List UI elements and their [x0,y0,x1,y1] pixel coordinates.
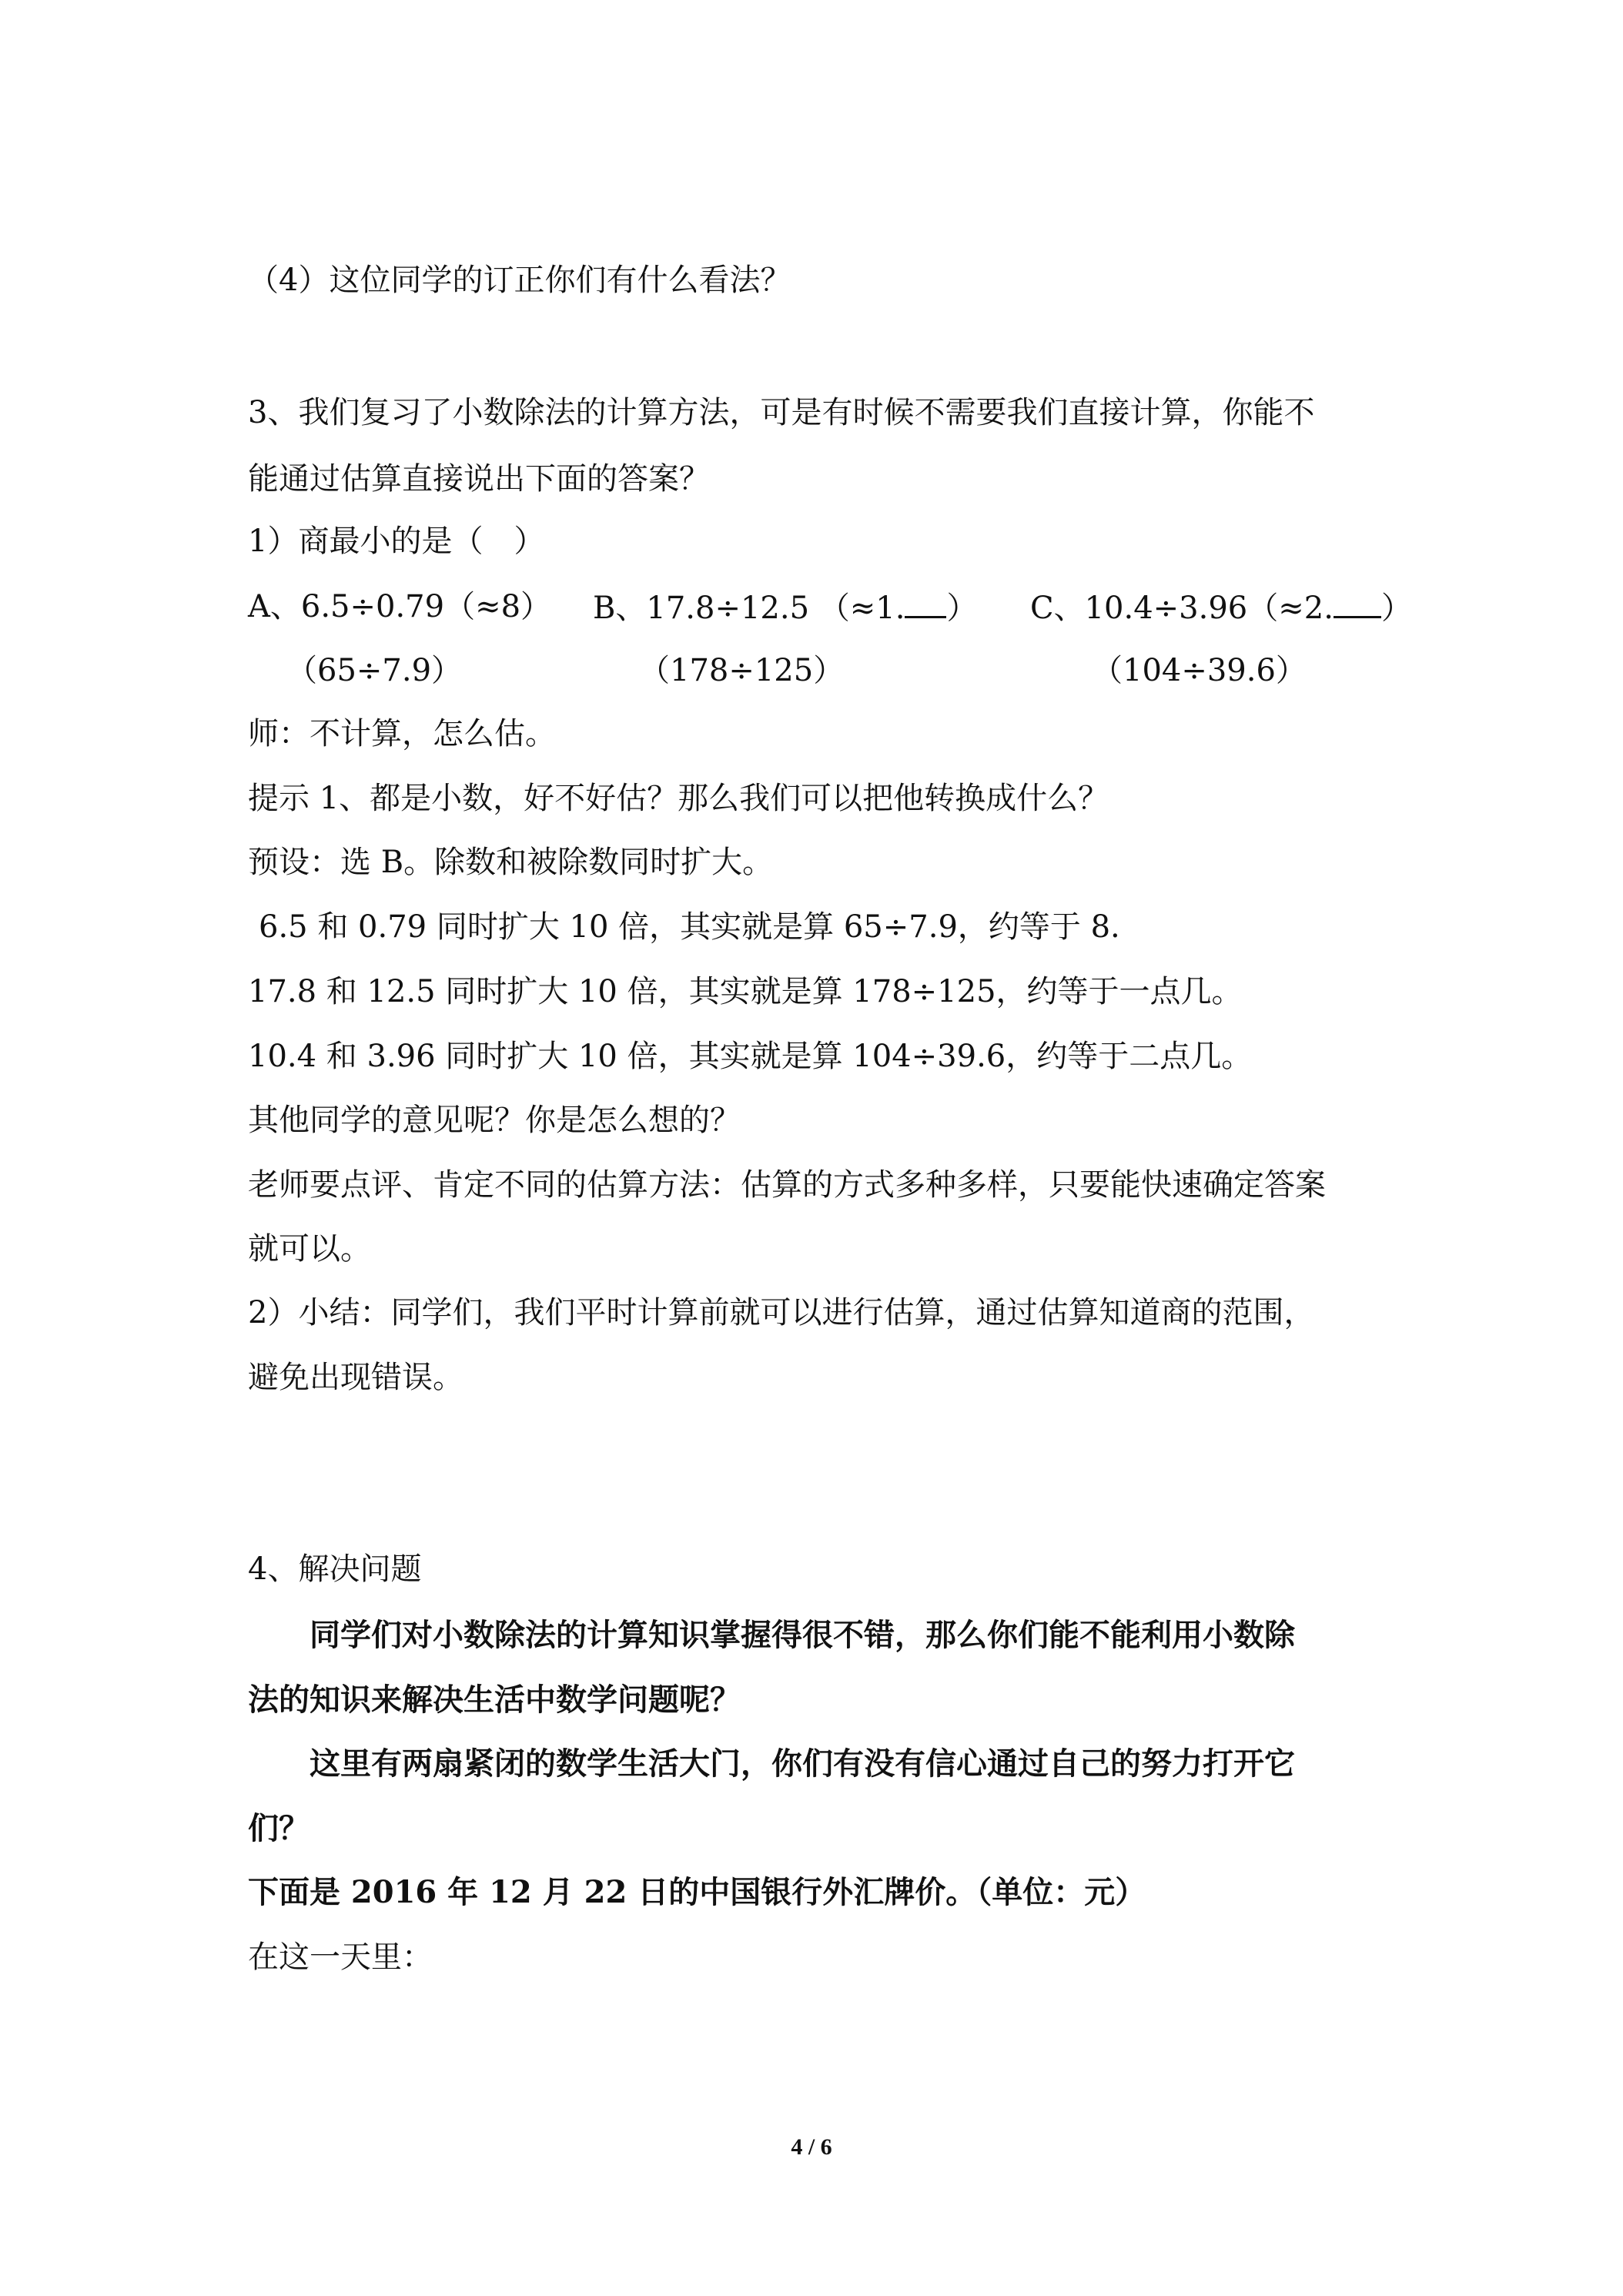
option-c-close: ） [1380,591,1412,626]
option-a-text: A、6.5÷0.79（≈8） [248,589,552,624]
option-c-text: C、10.4÷3.96（≈2. [1030,591,1334,626]
option-b-close: ） [946,591,978,626]
section-3-text-line-1: 3、我们复习了小数除法的计算方法，可是有时候不需要我们直接计算，你能不 [248,395,1315,430]
option-a-sub: （65÷7.9） [286,653,463,688]
calc-b: 17.8 和 12.5 同时扩大 10 倍，其实就是算 178÷125，约等于一点几。 [248,974,1243,1009]
option-b [593,585,977,630]
teacher-review-line-2: 就可以。 [248,1231,371,1267]
preset-answer: 预设：选 B。除数和被除数同时扩大。 [248,845,774,880]
option-c [1030,585,1412,630]
answer-blank-b [905,585,946,618]
option-b-text: B、17.8÷12.5 （≈1. [593,591,905,626]
section-4-title: 4、解决问题 [248,1551,422,1587]
this-day-label: 在这一天里： [248,1940,433,1975]
hint-1: 提示 1、都是小数，好不好估？那么我们可以把他转换成什么？ [248,781,1109,816]
question-4: （4）这位同学的订正你们有什么看法？ [248,263,791,298]
section-3-text-line-2: 能通过估算直接说出下面的答案？ [248,461,710,497]
question-1: 1）商最小的是（ ） [248,524,545,559]
teacher-review-line-1: 老师要点评、肯定不同的估算方法：估算的方式多种多样，只要能快速确定答案 [248,1167,1326,1203]
exchange-rate-intro: 下面是 2016 年 12 月 22 日的中国银行外汇牌价。（单位：元） [248,1874,1146,1910]
summary-line-1: 2）小结：同学们，我们平时计算前就可以进行估算，通过估算知道商的范围， [248,1295,1315,1330]
summary-line-2: 避免出现错误。 [248,1360,463,1395]
paragraph-1-line-2: 法的知识来解决生活中数学问题呢？ [248,1682,741,1718]
others-opinion: 其他同学的意见呢？你是怎么想的？ [248,1103,741,1138]
paragraph-2-line-1: 这里有两扇紧闭的数学生活大门，你们有没有信心通过自己的努力打开它 [310,1745,1295,1782]
option-b-sub: （178÷125） [639,653,845,688]
page-number: 4 / 6 [791,2134,832,2160]
teacher-question: 师：不计算，怎么估。 [248,716,556,751]
calc-a: 6.5 和 0.79 同时扩大 10 倍，其实就是算 65÷7.9，约等于 8. [259,909,1120,945]
option-a [248,585,551,628]
paragraph-1-line-1: 同学们对小数除法的计算知识掌握得很不错，那么你们能不能利用小数除 [310,1617,1295,1653]
calc-c: 10.4 和 3.96 同时扩大 10 倍，其实就是算 104÷39.6，约等于二点几。 [248,1039,1253,1074]
answer-blank-c [1334,585,1381,618]
option-c-sub: （104÷39.6） [1092,653,1307,688]
paragraph-2-line-2: 们？ [248,1810,310,1846]
